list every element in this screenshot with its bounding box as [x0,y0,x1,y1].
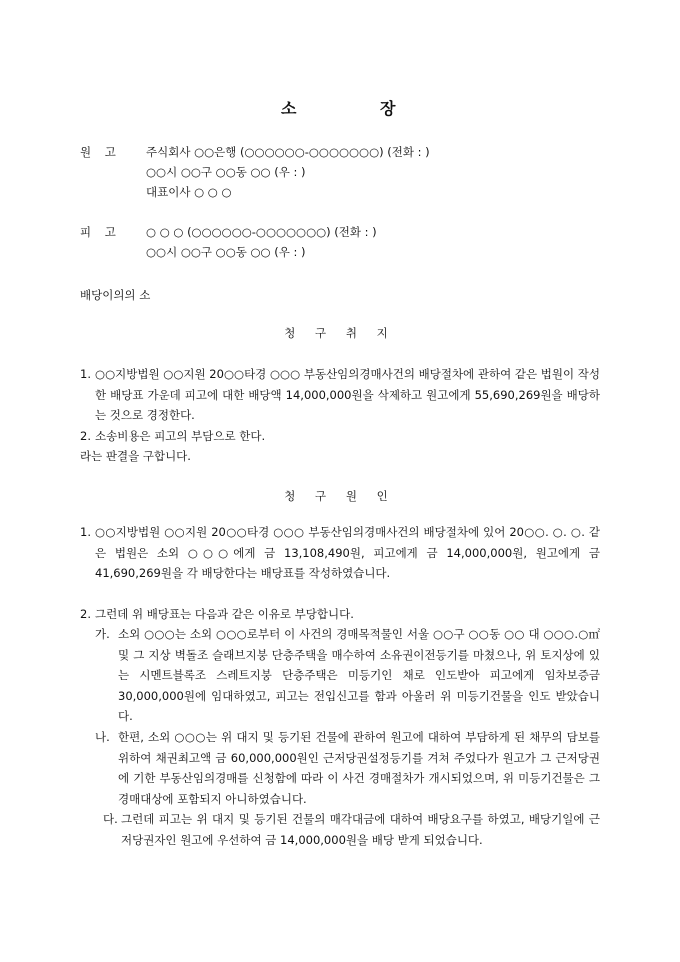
title-char-1: 소 [281,99,297,118]
title-char-2: 장 [380,99,396,118]
claim-cause-sub-b-text: 한편, 소외 ○○○는 위 대지 및 등기된 건물에 관하여 원고에 대하여 부담하게 된 채무의 담보를 위하여 채권최고액 금 60,000,000원인 근저당권설정등기를 겨쳐 주었다가 원고가 그 근저당권에 기한 부동산임의경매를 신청함에 따라 이 사건 경매절차가 개시되었으며, 위 미등기건물은 그 경매대상에 포함되지 아니하였습니다. [118,730,600,806]
claim-cause-heading: 청 구 원 인 [284,489,396,503]
plaintiff-representative: 대표이사 ○ ○ ○ [146,185,232,199]
claim-purpose-item1-text: ○○지방법원 ○○지원 20○○타경 ○○○ 부동산임의경매사건의 배당절차에 관하여 같은 법원이 작성한 배당표 가운데 피고에 대한 배당액 14,000,000원을 삭제하고 원고에게 55,690,269원을 배당하는 것으로 경정한다. [95,367,600,422]
claim-purpose-item1-number: 1. [80,367,91,381]
claim-cause-sub-a-number: 가. [95,627,110,641]
claim-cause-sub-c-text: 그런데 피고는 위 대지 및 등기된 건물의 매각대금에 대하여 배당요구를 하였고, 배당기일에 근저당권자인 원고에 우선하여 금 14,000,000원을 배당 받게 되었습니다. [121,812,600,847]
claim-purpose-heading: 청 구 취 지 [284,326,396,340]
claim-cause-item1-number: 1. [80,525,91,539]
plaintiff-name: 주식회사 ○○은행 (○○○○○○-○○○○○○○) (전화 : ) [146,145,430,159]
defendant-address: ○○시 ○○구 ○○동 ○○ (우 : ) [146,245,306,259]
claim-cause-sub-b-number: 나. [95,730,110,744]
claim-cause-item2-text: 그런데 위 배당표는 다음과 같은 이유로 부당합니다. [95,607,354,621]
document-title [0,96,680,120]
claim-purpose-closing: 라는 판결을 구합니다. [80,449,191,463]
plaintiff-address: ○○시 ○○구 ○○동 ○○ (우 : ) [146,165,306,179]
claim-cause-item1-text: ○○지방법원 ○○지원 20○○타경 ○○○ 부동산임의경매사건의 배당절차에 있어 20○○. ○. ○. 같은 법원은 소외 ○○○에게 금 13,108,490원, 피고에게 금 14,000,000원, 원고에게 금 41,690,269원을 각 배당한다는 배당표를 작성하였습니다. [95,525,600,580]
defendant-label: 피 고 [80,225,116,239]
claim-cause-sub-c-number: 다. [103,812,118,826]
plaintiff-label: 원 고 [80,145,116,159]
claim-purpose-item2-text: 소송비용은 피고의 부담으로 한다. [95,429,266,443]
case-name: 배당이의의 소 [80,288,151,302]
claim-cause-item2-number: 2. [80,607,91,621]
claim-cause-sub-a-text: 소외 ○○○는 소외 ○○○로부터 이 사건의 경매목적물인 서울 ○○구 ○○동 ○○ 대 ○○○.○㎡ 및 그 지상 벽돌조 슬래브지붕 단층주택을 매수하여 소유권이전등기를 마쳤으나, 위 토지상에 있는 시멘트블록조 스레트지붕 단층주택은 미등기인 채로 인도받아 피고에게 임차보증금 30,000,000원에 임대하였고, 피고는 전입신고를 함과 아울러 위 미등기건물을 인도 받았습니다. [118,627,600,723]
claim-purpose-item2-number: 2. [80,429,91,443]
defendant-name: ○ ○ ○ (○○○○○○-○○○○○○○) (전화 : ) [146,225,377,239]
